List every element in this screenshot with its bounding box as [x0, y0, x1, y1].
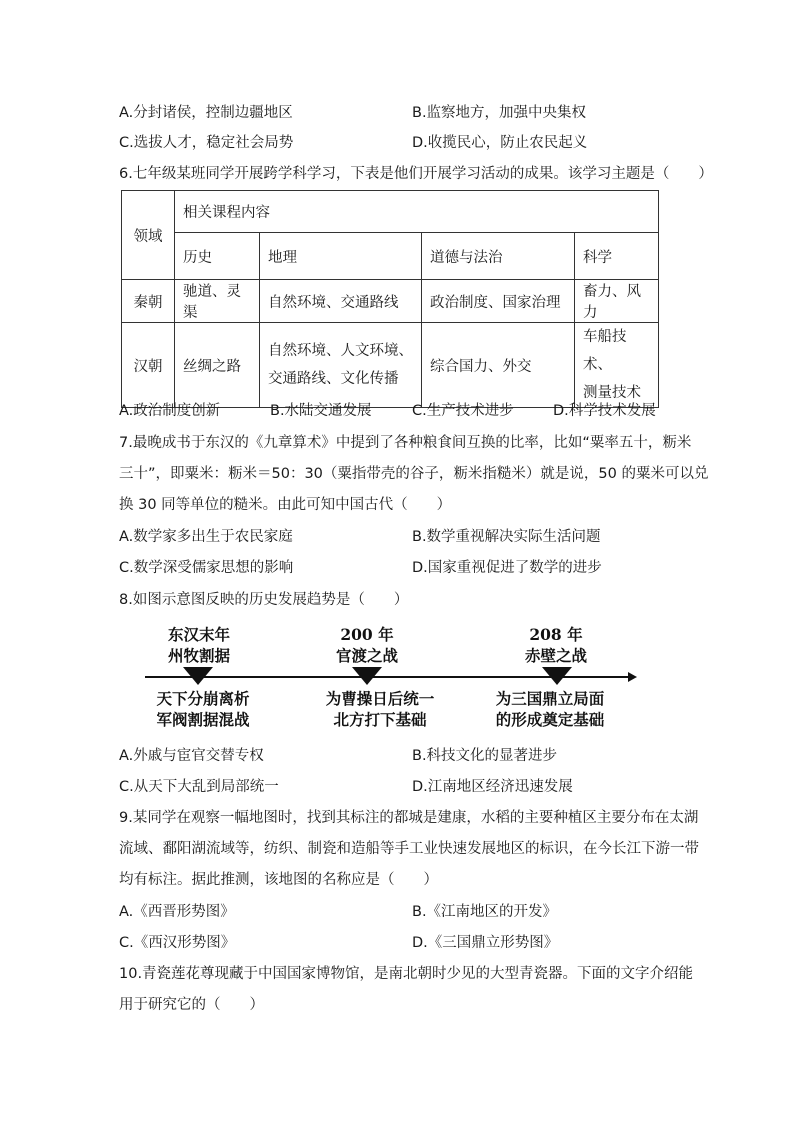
table-corner: 领域 — [122, 191, 175, 280]
q10-stem-line: 用于研究它的（ ） — [119, 997, 264, 1013]
timeline-event-effect — [140, 688, 266, 730]
q9-option-a: A.《西晋形势图》 — [119, 904, 235, 920]
q8-option-b: B.科技文化的显著进步 — [412, 748, 558, 764]
q6-option-d: D.科学技术发展 — [553, 403, 656, 419]
timeline-label: 的形成奠定基础 — [495, 710, 605, 729]
timeline-label: 东汉末年 — [167, 625, 230, 644]
table-cell: 驰道、灵渠 — [175, 280, 260, 323]
q5-option-b: B.监察地方，加强中央集权 — [412, 105, 587, 121]
cell-line: 交通路线、文化传播 — [268, 371, 399, 387]
row-label-han: 汉朝 — [122, 323, 175, 408]
q8-option-a: A.外戚与宦官交替专权 — [119, 748, 264, 764]
timeline-label: 天下分崩离析 — [156, 689, 250, 708]
timeline-label: 军阀割据混战 — [156, 710, 250, 729]
subject-morality-law: 道德与法治 — [422, 233, 575, 280]
q9-stem-line: 均有标注。据此推测，该地图的名称应是（ ） — [119, 872, 438, 888]
table-group-header: 相关课程内容 — [175, 191, 659, 233]
q7-stem-line: 三十”，即粟米：粝米＝50：30（粟指带壳的谷子，粝米指糙米）就是说，50 的粟米可以兑 — [119, 466, 709, 482]
timeline-label: 北方打下基础 — [333, 710, 427, 729]
timeline-event-date — [140, 624, 258, 666]
q7-option-d: D.国家重视促进了数学的进步 — [412, 560, 602, 576]
cell-line: 自然环境、人文环境、 — [268, 343, 413, 359]
cell-line: 车船技术、 — [583, 329, 627, 373]
q9-stem-line: 流域、鄱阳湖流域等，纺织、制瓷和造船等手工业快速发展地区的标识，在今长江下游一带 — [119, 841, 699, 857]
timeline-label: 200 年 — [340, 625, 394, 644]
q6-option-b: B.水陆交通发展 — [270, 403, 372, 419]
q9-option-b: B.《江南地区的开发》 — [412, 904, 558, 920]
row-label-qin: 秦朝 — [122, 280, 175, 323]
table-cell: 政治制度、国家治理 — [422, 280, 575, 323]
q9-option-d: D.《三国鼎立形势图》 — [412, 935, 559, 951]
timeline-label: 州牧割据 — [167, 646, 230, 665]
q8-option-c: C.从天下大乱到局部统一 — [119, 779, 279, 795]
timeline-event-date — [506, 624, 606, 666]
q8-option-d: D.江南地区经济迅速发展 — [412, 779, 573, 795]
q6-option-a: A.政治制度创新 — [119, 403, 221, 419]
q5-option-c: C.选拔人才，稳定社会局势 — [119, 135, 294, 151]
q6-stem: 6.七年级某班同学开展跨学科学习，下表是他们开展学习活动的成果。该学习主题是（ ） — [119, 166, 713, 182]
timeline-event-effect — [310, 688, 450, 730]
timeline-label: 赤壁之战 — [524, 646, 587, 665]
q8-stem: 8.如图示意图反映的历史发展趋势是（ ） — [119, 592, 409, 608]
q7-option-a: A.数学家多出生于农民家庭 — [119, 529, 293, 545]
q7-stem-line: 换 30 同等单位的糙米。由此可知中国古代（ ） — [119, 497, 452, 513]
timeline-arrow-icon — [628, 672, 637, 682]
timeline-label: 官渡之战 — [335, 646, 398, 665]
q7-option-c: C.数学深受儒家思想的影响 — [119, 560, 294, 576]
q5-option-d: D.收揽民心，防止农民起义 — [412, 135, 588, 151]
subject-geography: 地理 — [260, 233, 422, 280]
table-cell: 丝绸之路 — [175, 323, 260, 408]
timeline-diagram — [140, 622, 640, 734]
table-cell — [260, 323, 422, 408]
q5-option-a: A.分封诸侯，控制边疆地区 — [119, 105, 293, 121]
timeline-event-effect — [480, 688, 620, 730]
table-cell: 畜力、风力 — [575, 280, 659, 323]
timeline-event-date — [317, 624, 417, 666]
cell-line: 测量技术 — [583, 385, 641, 401]
timeline-label: 为三国鼎立局面 — [495, 689, 605, 708]
table-cell: 自然环境、交通路线 — [260, 280, 422, 323]
timeline-label: 208 年 — [529, 625, 583, 644]
subject-science: 科学 — [575, 233, 659, 280]
table-cell: 综合国力、外交 — [422, 323, 575, 408]
q9-option-c: C.《西汉形势图》 — [119, 935, 236, 951]
table-cell — [575, 323, 659, 408]
q7-option-b: B.数学重视解决实际生活问题 — [412, 529, 601, 545]
q9-stem-line: 9.某同学在观察一幅地图时，找到其标注的都城是建康，水稻的主要种植区主要分布在太湖 — [119, 810, 699, 826]
q6-table — [121, 190, 659, 408]
q10-stem-line: 10.青瓷莲花尊现藏于中国国家博物馆，是南北朝时少见的大型青瓷器。下面的文字介绍能 — [119, 966, 694, 982]
q6-option-c: C.生产技术进步 — [412, 403, 514, 419]
timeline-label: 为曹操日后统一 — [325, 689, 435, 708]
subject-history: 历史 — [175, 233, 260, 280]
q7-stem-line: 7.最晚成书于东汉的《九章算术》中提到了各种粮食间互换的比率，比如“粟率五十，粝米 — [119, 435, 692, 451]
